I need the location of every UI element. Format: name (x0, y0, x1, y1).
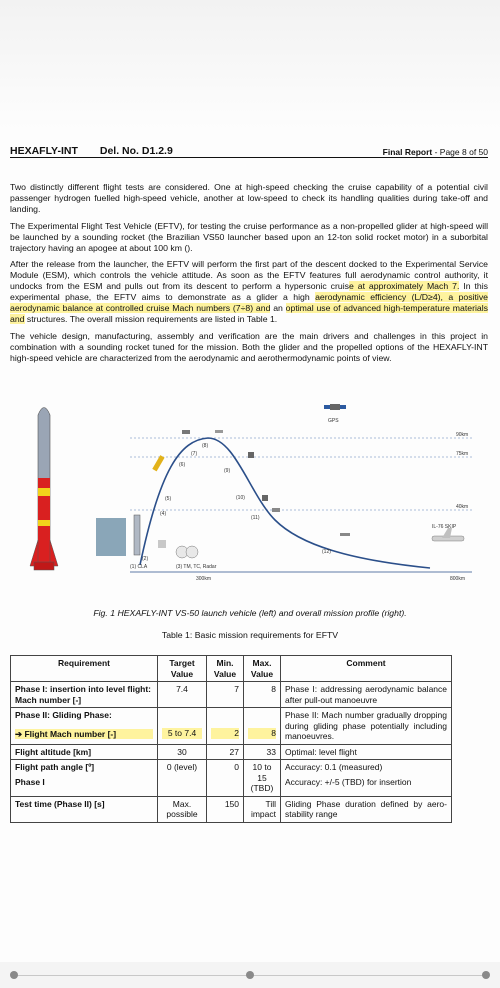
report-title: Final Report (382, 147, 433, 157)
highlight-efficiency: aerodynamic efficiency (L/D≥4), a positive aerodynamic balance at controlled cruise Mach numbers (7÷8) and (10, 292, 489, 314)
cell-requirement (11, 760, 158, 797)
header-comment: Comment (281, 656, 452, 682)
mission-profile-figure (10, 400, 490, 585)
table-row (11, 682, 452, 708)
cell-comment: Phase II: Mach number gradually dropping during gliding phase potentially including manoeuvres. (281, 708, 452, 745)
table-row (11, 760, 452, 797)
cell-max (244, 708, 281, 745)
cell-min: 150 (207, 796, 244, 822)
highlight-mach7: e at approximately Mach 7. (348, 281, 460, 292)
cell-comment: Gliding Phase duration defined by aero-stability range (281, 796, 452, 822)
cell-requirement: Phase I: insertion into level flight: Mach number [-] (11, 682, 158, 708)
step-label-12: (12) (322, 549, 331, 555)
paragraph-1: Two distinctly different flight tests are considered. One at high-speed checking the cruise capability of a potential civil passenger hydrogen fuelled high-speed vehicle, another at low-speed to check its handling qualities during take-off and landing. (10, 182, 488, 214)
step-label-10: (10) (236, 495, 245, 501)
scroll-start-dot[interactable] (10, 971, 18, 979)
cell-comment: Phase I: addressing aerodynamic balance after pull-out manoeuvre (281, 682, 452, 708)
il76-label: IL-76 SKIP (432, 524, 457, 530)
cell-comment: Optimal: level flight (281, 744, 452, 760)
distance-800-label: 800km (450, 576, 466, 582)
paragraph-4: The vehicle design, manufacturing, assembly and verification are the main drivers and challenges in this project in combination with a sounding rocket tuned for the mission. Both the glider and the propelled options of the HEXAFLY-INT high-speed vehicle are characterized from the aerodynamic and aerothermodynamic points of view. (10, 330, 488, 363)
page-header (10, 141, 488, 158)
comment-line-1: Accuracy: 0.1 (measured) (285, 762, 383, 772)
page-info (383, 147, 488, 157)
body-text (10, 182, 488, 370)
cell-requirement: Test time (Phase II) [s] (11, 796, 158, 822)
step-label-4: (4) (160, 511, 167, 517)
max-value: 8 (248, 728, 276, 739)
header-requirement: Requirement (11, 656, 158, 682)
cell-min: 27 (207, 744, 244, 760)
requirements-table (10, 655, 452, 823)
cla-label: (1) CLA (130, 564, 148, 570)
cell-min (207, 708, 244, 745)
cell-max: Till impact (244, 796, 281, 822)
cell-requirement: Flight altitude [km] (11, 744, 158, 760)
p3-text-d: structures. The overall mission requirements are listed in Table 1. (24, 313, 278, 324)
launch-pad-photo (96, 518, 126, 556)
cell-target (158, 708, 207, 745)
cell-requirement (11, 708, 158, 745)
target-value: 5 to 7.4 (162, 728, 202, 739)
paragraph-3 (10, 259, 488, 324)
gps-satellite-icon (324, 404, 346, 410)
paragraph-2: The Experimental Flight Test Vehicle (EFTV), for testing the cruise performance as a non-propelled glider at high-speed will be launched by a sounding rocket (the Brazilian VS50 launcher based upon an 12-ton solid rocket motor) in a suborbital trajectory having an apogee at about 100 km (). (10, 220, 488, 253)
altitude-90-label: 90km (456, 432, 469, 438)
min-value: 2 (211, 728, 239, 739)
scroll-middle-dot[interactable] (246, 971, 254, 979)
deliverable-number: Del. No. D1.2.9 (99, 145, 173, 157)
cell-max: 33 (244, 744, 281, 760)
project-name: HEXAFLY-INT (10, 145, 78, 157)
distance-300-label: 300km (196, 576, 212, 582)
p3-text-c: an (270, 303, 286, 314)
table-row (11, 708, 452, 745)
requirement-line-1: Flight path angle [º] (15, 762, 95, 772)
cell-target: 7.4 (158, 682, 207, 708)
header-max: Max. Value (244, 656, 281, 682)
cell-target: 30 (158, 744, 207, 760)
header-min: Min. Value (207, 656, 244, 682)
altitude-40-label: 40km (456, 504, 469, 510)
comment-line-2: Accuracy: +/-5 (TBD) for insertion (285, 776, 412, 787)
requirement-line-2: ➔ Flight Mach number [-] (15, 729, 153, 740)
p3-text-a: After the release from the launcher, the EFTV will perform the first part of the descent docked to the Experimental Service Module (ESM), which controls the vehicle attitude. As soon as the EFTV features full aerodynamic control authority, it undocks from the ESM and pulls out from its descent to perform a hypersonic cruis (10, 259, 488, 292)
rocket-illustration (30, 408, 58, 571)
p3-text-b: In this experimental phase, the EFTV aims to demonstrate as a glider a high (10, 281, 489, 303)
page-shadow (0, 0, 500, 130)
gps-label: GPS (328, 418, 339, 424)
cell-comment (281, 760, 452, 797)
step-label-7: (7) (191, 451, 198, 457)
step-label-8: (8) (202, 443, 209, 449)
scroll-end-dot[interactable] (482, 971, 490, 979)
step-label-5: (5) (165, 496, 172, 502)
table-caption: Table 1: Basic mission requirements for EFTV (161, 630, 339, 640)
cell-min: 7 (207, 682, 244, 708)
cell-max: 8 (244, 682, 281, 708)
table-header-row (11, 656, 452, 682)
requirement-line-2: Phase I (15, 776, 45, 787)
header-target: Target Value (158, 656, 207, 682)
page-number: - Page 8 of 50 (432, 147, 488, 157)
figure-caption: Fig. 1 HEXAFLY-INT VS-50 launch vehicle (left) and overall mission profile (right). (93, 608, 407, 618)
step-label-6: (6) (179, 462, 186, 468)
cell-min: 0 (207, 760, 244, 797)
step-label-9: (9) (224, 468, 231, 474)
altitude-75-label: 75km (456, 451, 469, 457)
step-label-11: (11) (251, 515, 260, 521)
table-row (11, 796, 452, 822)
table-row (11, 744, 452, 760)
step-label-2: (2) (142, 556, 149, 562)
cell-target: 0 (level) (158, 760, 207, 797)
highlight-materials: optimal use of advanced high-temperature materials and (10, 303, 488, 324)
cell-max: 10 to 15 (TBD) (244, 760, 281, 797)
tracking-label: (3) TM, TC, Radar (176, 564, 217, 570)
requirement-line-1: Phase II: Gliding Phase: (15, 710, 112, 720)
cell-target: Max. possible (158, 796, 207, 822)
